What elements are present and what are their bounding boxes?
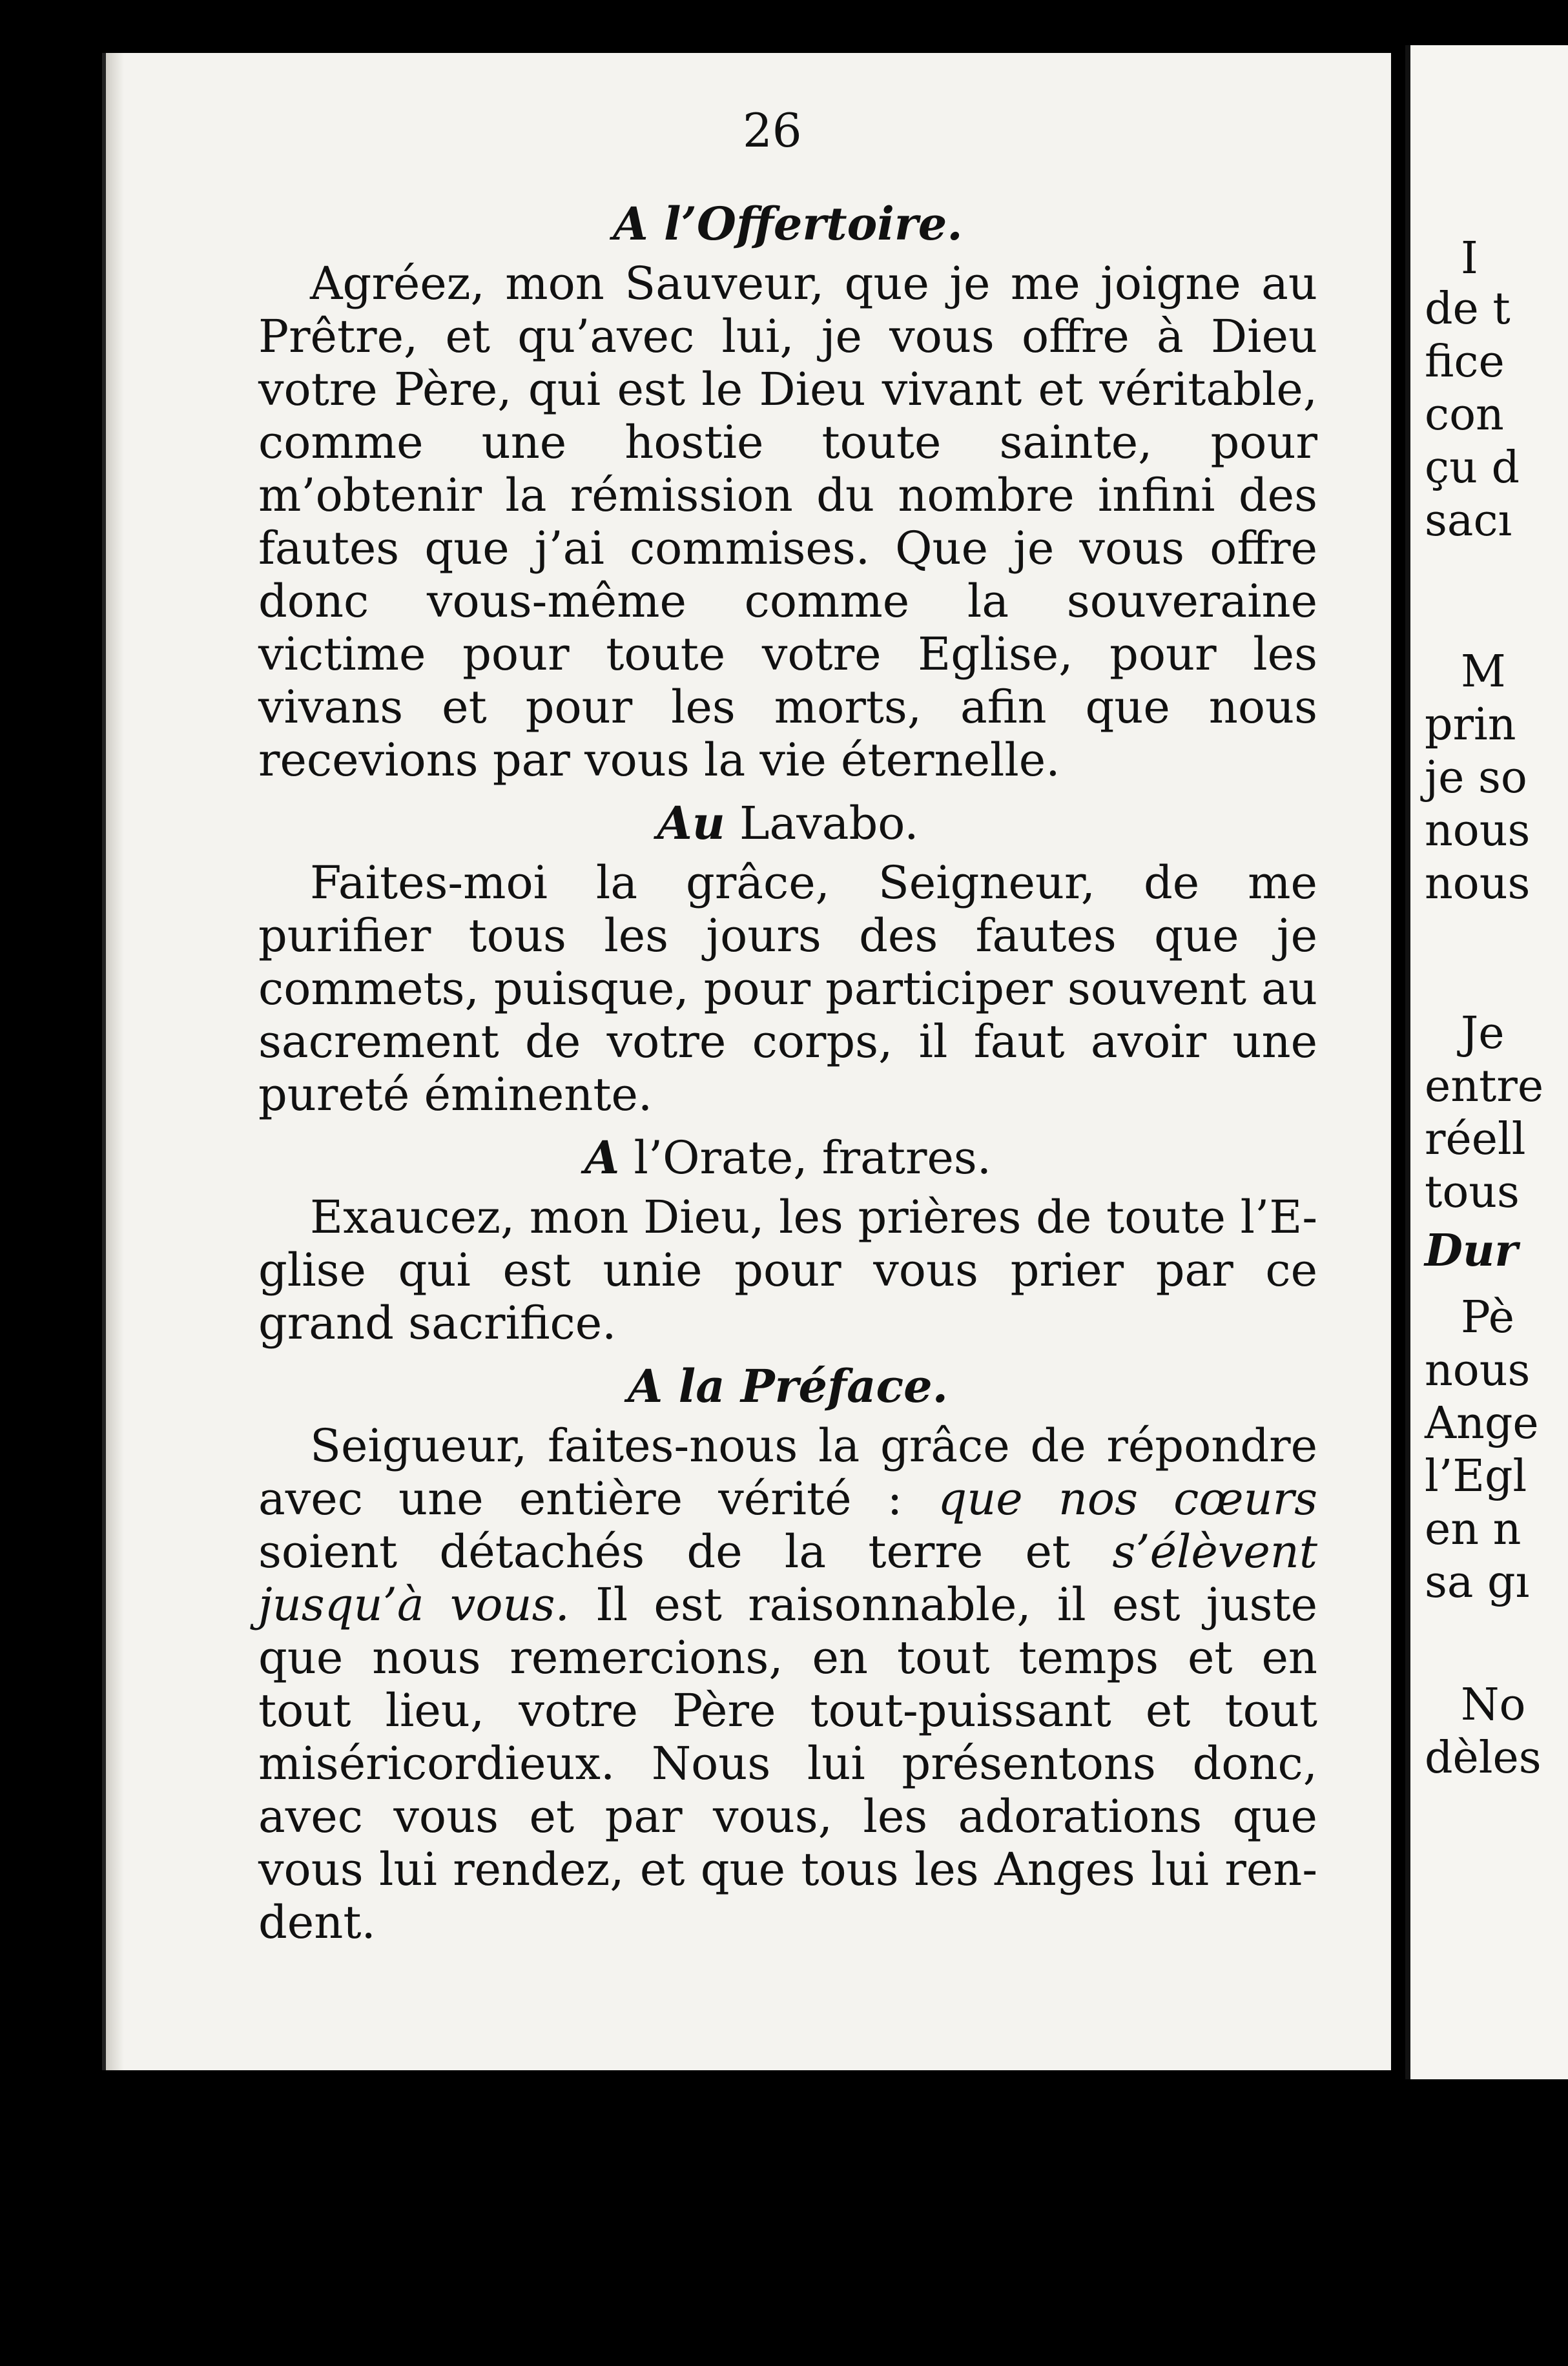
preface-text-3: Il est raisonnable, il est juste que nous remercions, en tout temps et en tout lieu, votre Père tout-puissant et tout miséricordieux. Nous lui présentons donc, avec vous et par vous, les adorations que vous lui rendez, et que tous les Anges lui rendent. [258, 1578, 1317, 1949]
right-line: sa gı [1425, 1557, 1530, 1608]
right-line: tous [1425, 1167, 1520, 1218]
right-line: je so [1425, 752, 1527, 803]
right-line: Je [1461, 1008, 1505, 1059]
preface-text-1: Seigueur, faites-nous la grâce de répondre avec une entière vérité : [258, 1419, 1317, 1525]
right-line: çu d [1425, 442, 1520, 493]
paragraph-orate: Exaucez, mon Dieu, les prières de toute l’Eglise qui est unie pour vous prier par ce grand sacrifice. [258, 1191, 1317, 1350]
heading-italic: A l’Offertoire. [613, 197, 963, 251]
right-line: No [1461, 1680, 1526, 1731]
preface-text-2: soient détachés de la terre et [258, 1525, 1113, 1578]
right-line: Ange [1425, 1398, 1539, 1449]
right-line: de t [1425, 283, 1511, 334]
preface-italic-2: s’élèvent jusqu’à vous. [258, 1525, 1317, 1631]
heading-italic: A la Préface. [627, 1359, 949, 1413]
heading-roman: Lavabo. [725, 797, 919, 850]
right-line: dèles [1425, 1733, 1542, 1784]
preface-italic-1: que nos cœurs [938, 1472, 1317, 1525]
right-line: con [1425, 389, 1504, 440]
section-heading-lavabo [258, 793, 1317, 856]
paragraph-offertoire: Agréez, mon Sauveur, que je me joigne au Prêtre, et qu’avec lui, je vous offre à Dieu votre Père, qui est le Dieu vivant et véritable, comme une hostie toute sainte, pour m’obtenir la rémission du nombre infini des fautes que j’ai commises. Que je vous offre donc vous-même comme la souveraine victime pour toute votre Eglise, pour les vivans et pour les morts, afin que nous recevions par vous la vie éternelle. [258, 257, 1317, 787]
right-line: l’Egl [1425, 1451, 1527, 1502]
page-number: 26 [743, 103, 802, 158]
heading-italic: A [584, 1131, 620, 1184]
right-line: nous [1425, 805, 1531, 856]
right-line: Dur [1425, 1225, 1518, 1277]
page-body [258, 194, 1317, 1955]
right-line: nous [1425, 1345, 1531, 1396]
right-line: en n [1425, 1504, 1522, 1555]
right-line: I [1461, 233, 1478, 284]
right-line: entre [1425, 1061, 1544, 1112]
section-heading-offertoire [258, 194, 1317, 257]
section-heading-preface [258, 1356, 1317, 1419]
right-line: fice [1425, 336, 1505, 387]
right-line: Pè [1461, 1292, 1514, 1343]
right-line: réell [1425, 1114, 1526, 1165]
right-line: nous [1425, 858, 1531, 909]
right-line: M [1461, 646, 1506, 697]
paragraph-preface [258, 1419, 1317, 1949]
right-line: sacı [1425, 495, 1512, 546]
heading-italic: Au [657, 796, 725, 850]
section-heading-orate [258, 1127, 1317, 1191]
right-page [1405, 45, 1568, 2079]
heading-roman: l’Orate, fratres. [619, 1131, 992, 1184]
right-line: prin [1425, 699, 1516, 750]
paragraph-lavabo: Faites-moi la grâce, Seigneur, de me purifier tous les jours des fautes que je commets, puisque, pour participer souvent au sacrement de votre corps, il faut avoir une pureté éminente. [258, 856, 1317, 1121]
